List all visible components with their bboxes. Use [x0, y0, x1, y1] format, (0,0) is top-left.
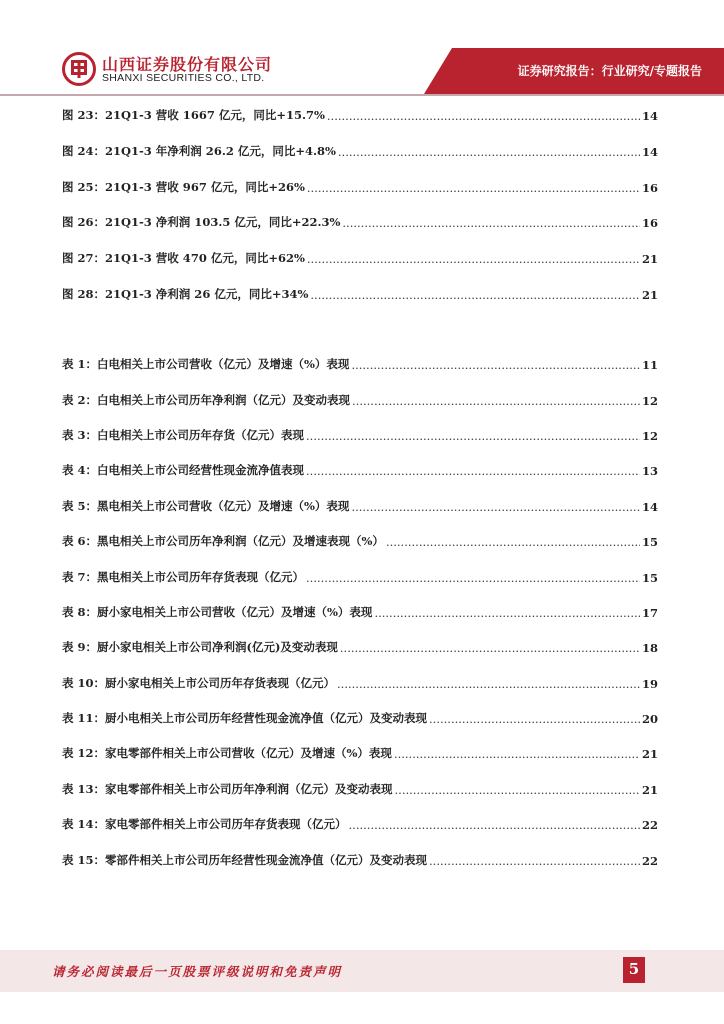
toc-entry-table-6[interactable] [62, 529, 658, 549]
toc-entry-table-7[interactable] [62, 565, 658, 585]
page-header [0, 0, 724, 95]
page-number: 5 [628, 960, 640, 978]
toc-entry-table-14[interactable] [62, 812, 658, 832]
toc-entry-page: 21 [641, 783, 658, 797]
toc-entry-label: 表 10：厨小家电相关上市公司历年存货表现（亿元） [62, 676, 336, 690]
toc-entry-table-4[interactable] [62, 458, 658, 478]
toc-entry-figure-25[interactable] [62, 175, 658, 195]
company-logo-icon [62, 52, 96, 86]
toc-entry-figure-27[interactable] [62, 246, 658, 266]
toc-entry-table-13[interactable] [62, 777, 658, 797]
toc-entry-table-9[interactable] [62, 635, 658, 655]
company-name-en: SHANXI SECURITIES CO., LTD. [102, 72, 265, 84]
toc-entry-label: 图 28：21Q1-3 净利润 26 亿元，同比+34% [62, 287, 309, 301]
toc-entry-figure-26[interactable] [62, 210, 658, 230]
toc-entry-label: 表 2：白电相关上市公司历年净利润（亿元）及变动表现 [62, 393, 351, 407]
toc-entry-label: 表 6：黑电相关上市公司历年净利润（亿元）及增速表现（%） [62, 534, 384, 548]
toc-leader-dots [306, 429, 640, 443]
toc-entry-label: 表 8：厨小家电相关上市公司营收（亿元）及增速（%）表现 [62, 605, 373, 619]
toc-entry-page: 21 [641, 747, 658, 761]
toc-entry-page: 17 [641, 606, 658, 620]
toc-entry-label: 图 25：21Q1-3 营收 967 亿元，同比+26% [62, 180, 305, 194]
toc-entry-page: 19 [641, 677, 658, 691]
footer-disclaimer: 请务必阅读最后一页股票评级说明和免责声明 [52, 964, 343, 979]
toc-leader-dots [337, 677, 640, 691]
toc-leader-dots [306, 571, 640, 585]
toc-leader-dots [352, 394, 640, 408]
toc-entry-page: 21 [641, 252, 658, 266]
toc-entry-page: 16 [641, 181, 658, 195]
company-name-cn: 山西证券股份有限公司 [102, 55, 273, 74]
toc-leader-dots [307, 252, 640, 266]
toc-leader-dots [310, 288, 640, 302]
toc-entry-label: 表 12：家电零部件相关上市公司营收（亿元）及增速（%）表现 [62, 746, 392, 760]
toc-entry-page: 12 [641, 429, 658, 443]
toc-entry-label: 图 27：21Q1-3 营收 470 亿元，同比+62% [62, 251, 305, 265]
toc-entry-label: 表 9：厨小家电相关上市公司净利润(亿元)及变动表现 [62, 640, 338, 654]
toc-entry-page: 15 [641, 571, 658, 585]
toc-entry-table-3[interactable] [62, 423, 658, 443]
toc-entry-label: 表 14：家电零部件相关上市公司历年存货表现（亿元） [62, 817, 347, 831]
toc-leader-dots [351, 500, 640, 514]
toc-entry-label: 表 11：厨小电相关上市公司历年经营性现金流净值（亿元）及变动表现 [62, 711, 428, 725]
toc-leader-dots [340, 641, 640, 655]
toc-entry-label: 表 4：白电相关上市公司经营性现金流净值表现 [62, 463, 305, 477]
toc-leader-dots [429, 712, 640, 726]
toc-leader-dots [338, 145, 640, 159]
toc-leader-dots [395, 783, 640, 797]
toc-entry-page: 16 [641, 216, 658, 230]
toc-entry-table-12[interactable] [62, 741, 658, 761]
toc-entry-label: 图 24：21Q1-3 年净利润 26.2 亿元，同比+4.8% [62, 144, 336, 158]
toc-entry-page: 15 [641, 535, 658, 549]
toc-leader-dots [374, 606, 640, 620]
toc-entry-page: 13 [641, 464, 658, 478]
toc-entry-page: 22 [641, 818, 658, 832]
toc-entry-page: 12 [641, 394, 658, 408]
toc-entry-label: 图 26：21Q1-3 净利润 103.5 亿元，同比+22.3% [62, 215, 341, 229]
toc-entry-table-10[interactable] [62, 671, 658, 691]
toc-entry-page: 11 [641, 358, 658, 372]
toc-entry-page: 14 [641, 500, 658, 514]
toc-leader-dots [429, 854, 640, 868]
toc-entry-label: 表 5：黑电相关上市公司营收（亿元）及增速（%）表现 [62, 499, 350, 513]
toc-leader-dots [394, 747, 640, 761]
toc-leader-dots [306, 464, 640, 478]
toc-leader-dots [307, 181, 640, 195]
toc-leader-dots [351, 358, 640, 372]
toc-leader-dots [327, 109, 640, 123]
toc-leader-dots [342, 216, 640, 230]
toc-entry-figure-28[interactable] [62, 282, 658, 302]
toc-entry-label: 表 7：黑电相关上市公司历年存货表现（亿元） [62, 570, 305, 584]
toc-entry-page: 20 [641, 712, 658, 726]
toc-entry-table-11[interactable] [62, 706, 658, 726]
toc-entry-page: 14 [641, 109, 658, 123]
header-divider [0, 94, 724, 96]
toc-entry-page: 21 [641, 288, 658, 302]
toc-entry-figure-23[interactable] [62, 103, 658, 123]
toc-entry-page: 18 [641, 641, 658, 655]
toc-entry-page: 14 [641, 145, 658, 159]
toc-entry-table-8[interactable] [62, 600, 658, 620]
toc-leader-dots [386, 535, 640, 549]
toc-leader-dots [349, 818, 640, 832]
report-type-label: 证券研究报告：行业研究/专题报告 [517, 64, 702, 78]
toc-entry-table-2[interactable] [62, 388, 658, 408]
toc-entry-label: 表 1：白电相关上市公司营收（亿元）及增速（%）表现 [62, 357, 350, 371]
toc-entry-label: 表 13：家电零部件相关上市公司历年净利润（亿元）及变动表现 [62, 782, 393, 796]
toc-entry-page: 22 [641, 854, 658, 868]
toc-entry-label: 表 15：零部件相关上市公司历年经营性现金流净值（亿元）及变动表现 [62, 853, 428, 867]
toc-entry-label: 图 23：21Q1-3 营收 1667 亿元，同比+15.7% [62, 108, 325, 122]
toc-entry-table-15[interactable] [62, 848, 658, 868]
toc-entry-figure-24[interactable] [62, 139, 658, 159]
toc-entry-table-5[interactable] [62, 494, 658, 514]
toc-entry-table-1[interactable] [62, 352, 658, 372]
toc-entry-label: 表 3：白电相关上市公司历年存货（亿元）表现 [62, 428, 305, 442]
